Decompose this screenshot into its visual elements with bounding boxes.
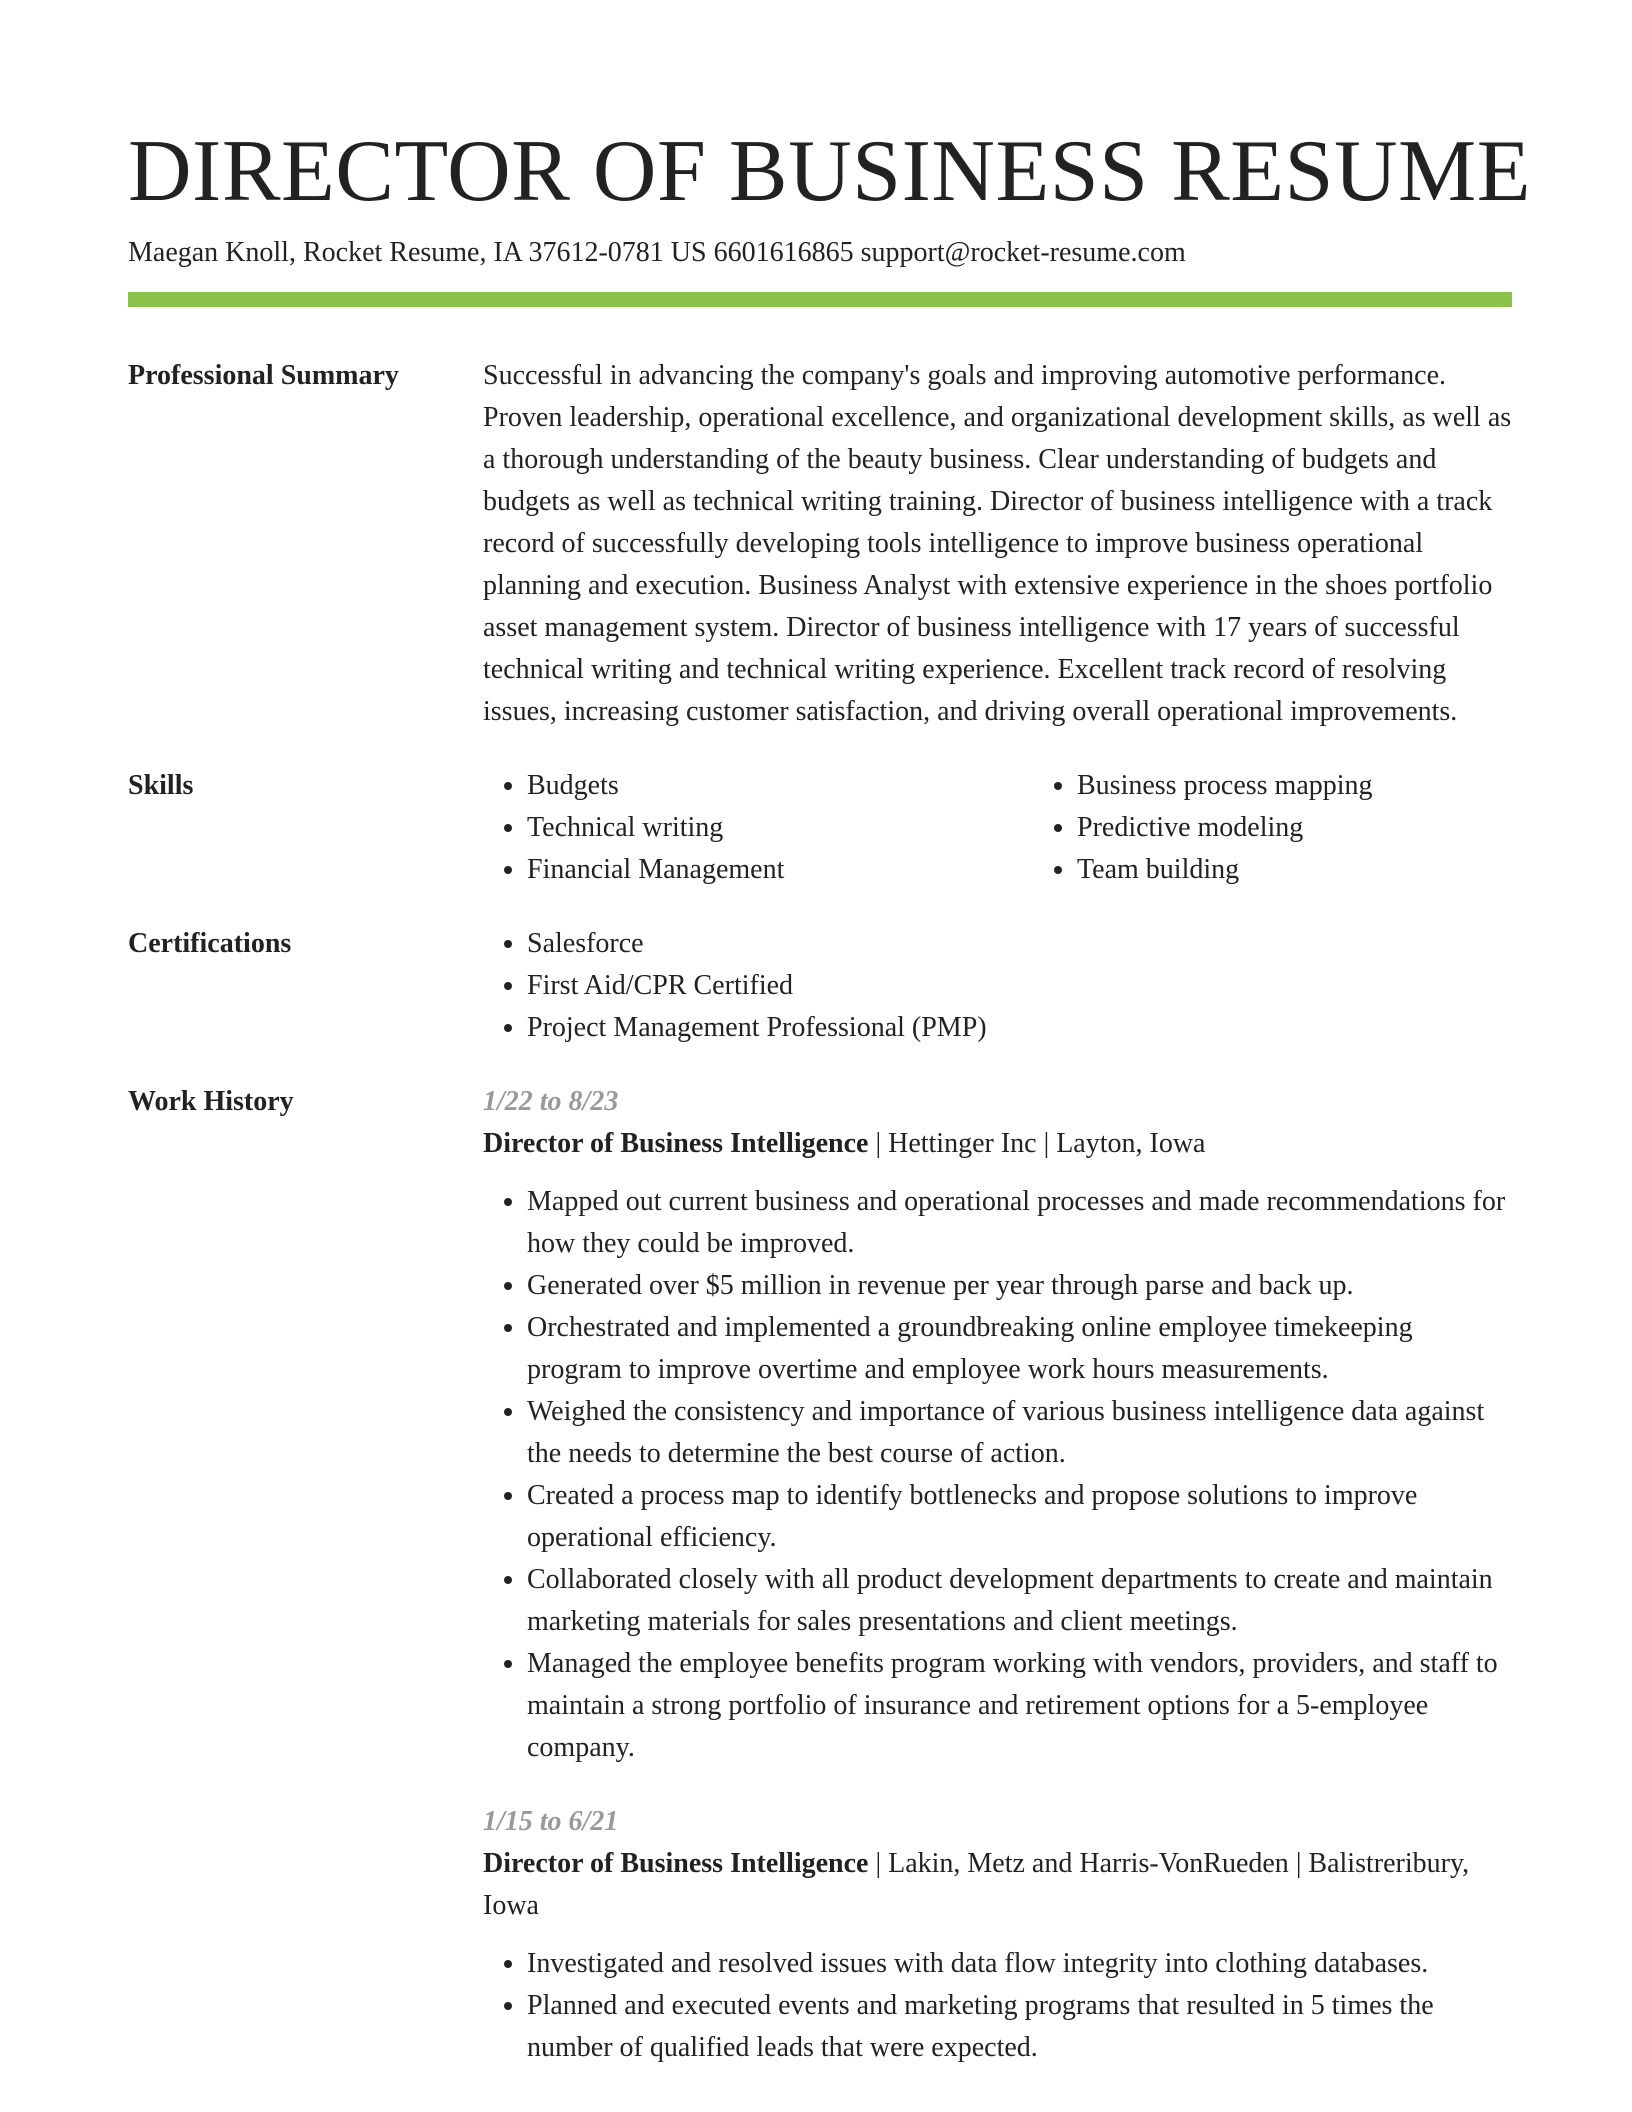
resume-page [128, 0, 1532, 2069]
certification-item: • First Aid/CPR Certified [527, 965, 1512, 1007]
resume-title: DIRECTOR OF BUSINESS RESUME [128, 123, 1532, 220]
skill-item: • Financial Management [527, 849, 1033, 891]
job-company: Hettinger Inc [888, 1128, 1037, 1159]
job-location: Layton, Iowa [1056, 1128, 1206, 1159]
skill-item: • Predictive modeling [1077, 807, 1583, 849]
job-title: Director of Business Intelligence [483, 1128, 869, 1159]
job-bullet: • Created a process map to identify bottlenecks and propose solutions to improve operational efficiency. [527, 1475, 1512, 1559]
skills-list-right [1033, 765, 1583, 891]
skills-section [128, 765, 1512, 891]
job-separator: | [868, 1848, 889, 1879]
job-heading [483, 1123, 1512, 1165]
skill-item: • Business process mapping [1077, 765, 1583, 807]
certification-item: • Project Management Professional (PMP) [527, 1007, 1512, 1049]
job-bullet: • Generated over $5 million in revenue per year through parse and back up. [527, 1265, 1512, 1307]
job-title: Director of Business Intelligence [483, 1848, 869, 1879]
work-history-section [128, 1081, 1512, 2069]
contact-line: Maegan Knoll, Rocket Resume, IA 37612-0781 US 6601616865 support@rocket-resume.com [128, 237, 1186, 268]
job-separator: | [868, 1128, 889, 1159]
job-bullet-list [483, 1181, 1512, 1769]
job-heading [483, 1843, 1512, 1927]
skill-item: • Budgets [527, 765, 1033, 807]
job-bullet: • Planned and executed events and marketing programs that resulted in 5 times the number of qualified leads that were expected. [527, 1985, 1512, 2069]
job-entry [483, 1801, 1512, 2069]
job-bullet: • Investigated and resolved issues with data flow integrity into clothing databases. [527, 1943, 1512, 1985]
header-accent-rule [128, 292, 1512, 307]
skills-list-left [483, 765, 1033, 891]
skill-item: • Team building [1077, 849, 1583, 891]
job-dates: 1/15 to 6/21 [483, 1806, 619, 1837]
summary-text: Successful in advancing the company's goals and improving automotive performance. Proven leadership, operational excellence, and organizational development skills, as well as a thorough understanding of the beauty business. Clear understanding of budgets and budgets as well as technical writing training. Director of business intelligence with a track record of successfully developing tools intelligence to improve business operational planning and execution. Business Analyst with extensive experience in the shoes portfolio asset management system. Director of business intelligence with 17 years of successful technical writing and technical writing experience. Excellent track record of resolving issues, increasing customer satisfaction, and driving overall operational improvements. [483, 360, 1512, 727]
job-separator: | [1036, 1128, 1057, 1159]
certifications-section [128, 923, 1512, 1049]
job-bullet: • Orchestrated and implemented a groundbreaking online employee timekeeping program to improve overtime and employee work hours measurements. [527, 1307, 1512, 1391]
work-history-heading: Work History [128, 1086, 294, 1117]
job-bullet-list [483, 1943, 1512, 2069]
skills-heading: Skills [128, 770, 194, 801]
job-separator: | [1288, 1848, 1309, 1879]
job-entry [483, 1081, 1512, 1769]
job-company: Lakin, Metz and Harris-VonRueden [888, 1848, 1289, 1879]
summary-heading: Professional Summary [128, 360, 399, 391]
job-bullet: • Weighed the consistency and importance of various business intelligence data against the needs to determine the best course of action. [527, 1391, 1512, 1475]
job-location: Balistreribury, Iowa [483, 1848, 1470, 1921]
skill-item: • Technical writing [527, 807, 1033, 849]
summary-section [128, 355, 1512, 733]
job-bullet: • Mapped out current business and operational processes and made recommendations for how they could be improved. [527, 1181, 1512, 1265]
job-dates: 1/22 to 8/23 [483, 1086, 619, 1117]
certifications-heading: Certifications [128, 928, 292, 959]
certification-item: • Salesforce [527, 923, 1512, 965]
certifications-list [483, 923, 1512, 1049]
job-bullet: • Collaborated closely with all product development departments to create and maintain marketing materials for sales presentations and client meetings. [527, 1559, 1512, 1643]
job-bullet: • Managed the employee benefits program working with vendors, providers, and staff to maintain a strong portfolio of insurance and retirement options for a 5-employee company. [527, 1643, 1512, 1769]
